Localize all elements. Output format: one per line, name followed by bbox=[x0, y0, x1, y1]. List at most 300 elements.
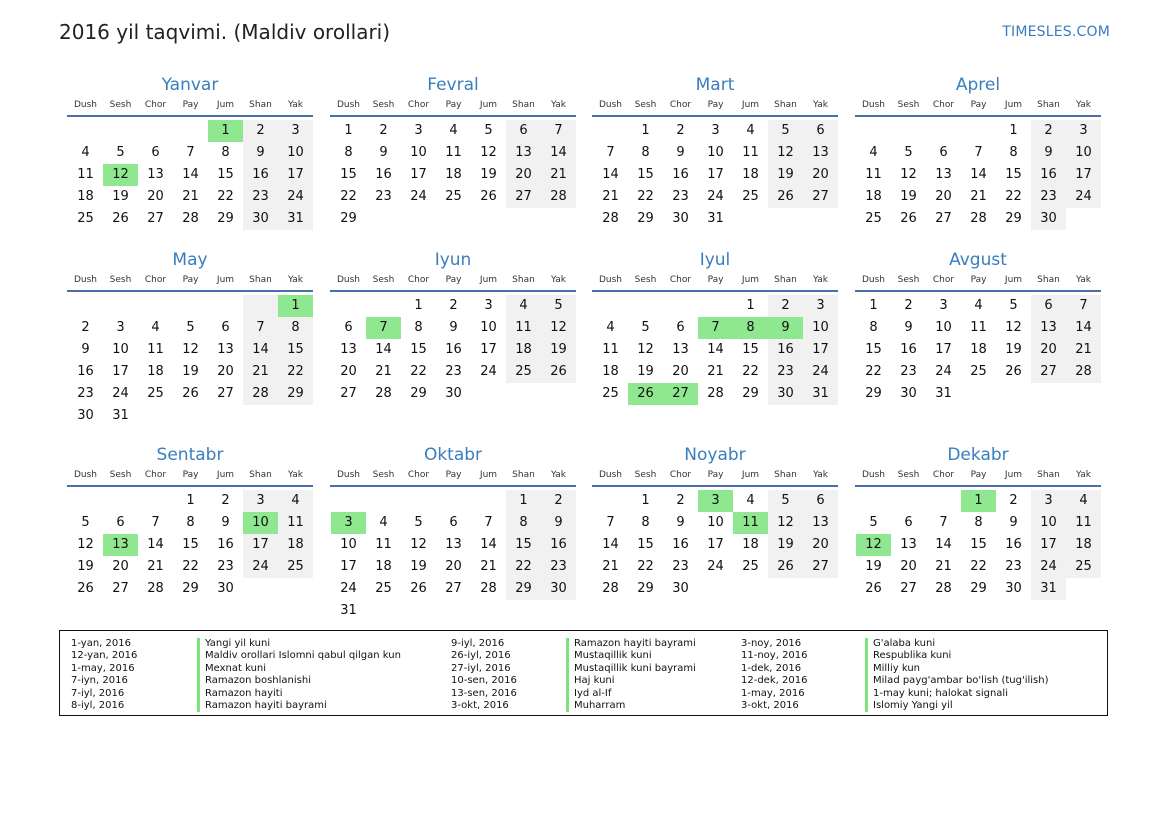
empty-cell bbox=[138, 295, 173, 317]
day-cell: 9 bbox=[1031, 142, 1066, 164]
weekday-header bbox=[593, 467, 838, 483]
weekday-label: Jum bbox=[741, 100, 760, 110]
day-cell: 2 bbox=[81, 320, 90, 335]
weekday-label: Dush bbox=[73, 100, 98, 110]
empty-cell bbox=[173, 295, 208, 317]
day-cell: 3 bbox=[803, 295, 838, 317]
day-grid bbox=[331, 120, 576, 230]
day-cell: 27 bbox=[900, 581, 917, 596]
day-cell: 6 bbox=[506, 120, 541, 142]
day-cell: 25 bbox=[506, 361, 541, 383]
header-rule bbox=[67, 115, 313, 117]
weekday-label: Jum bbox=[479, 100, 498, 110]
day-cell: 30 bbox=[672, 211, 689, 226]
day-cell: 30 bbox=[243, 208, 278, 230]
empty-cell bbox=[401, 490, 436, 512]
day-cell: 16 bbox=[768, 339, 803, 361]
day-cell: 17 bbox=[803, 339, 838, 361]
holiday-day-cell: 12 bbox=[103, 164, 138, 186]
day-cell: 24 bbox=[243, 556, 278, 578]
legend-names-col-3 bbox=[865, 638, 1049, 712]
day-cell: 5 bbox=[768, 490, 803, 512]
weekday-label: Pay bbox=[182, 100, 199, 110]
weekday-label: Chor bbox=[932, 470, 955, 480]
weekday-label: Shan bbox=[512, 100, 535, 110]
day-cell: 7 bbox=[243, 317, 278, 339]
weekday-label: Pay bbox=[707, 470, 724, 480]
day-cell: 25 bbox=[602, 386, 619, 401]
day-cell: 15 bbox=[340, 167, 357, 182]
holiday-legend bbox=[59, 630, 1108, 716]
day-cell: 24 bbox=[278, 186, 313, 208]
day-cell: 1 bbox=[1009, 123, 1018, 138]
day-cell: 9 bbox=[541, 512, 576, 534]
legend-names-col-1 bbox=[197, 638, 401, 712]
day-cell: 4 bbox=[278, 490, 313, 512]
legend-holiday-name: Ramazon boshlanishi bbox=[197, 675, 401, 687]
legend-holiday-name: Haj kuni bbox=[566, 675, 696, 687]
day-cell: 20 bbox=[112, 559, 129, 574]
empty-cell bbox=[138, 490, 173, 512]
day-cell: 21 bbox=[243, 361, 278, 383]
day-cell: 30 bbox=[217, 581, 234, 596]
legend-holiday-name: Milliy kun bbox=[865, 663, 1049, 675]
day-cell: 12 bbox=[480, 145, 497, 160]
weekday-label: Jum bbox=[216, 470, 235, 480]
day-cell: 31 bbox=[935, 386, 952, 401]
day-cell: 17 bbox=[1066, 164, 1101, 186]
weekday-label: Jum bbox=[741, 275, 760, 285]
month-sentabr bbox=[67, 445, 313, 600]
day-cell: 6 bbox=[939, 145, 948, 160]
brand-link[interactable]: TIMESLES.COM bbox=[1002, 24, 1110, 40]
day-cell: 31 bbox=[278, 208, 313, 230]
header-rule bbox=[330, 115, 576, 117]
legend-holiday-name: Mustaqillik kuni bayrami bbox=[566, 663, 696, 675]
legend-holiday-name: Yangi yil kuni bbox=[197, 638, 401, 650]
day-cell: 22 bbox=[637, 189, 654, 204]
weekday-header bbox=[856, 467, 1101, 483]
weekday-label: Shan bbox=[512, 275, 535, 285]
day-grid bbox=[68, 490, 313, 600]
holiday-day-cell: 1 bbox=[278, 295, 313, 317]
empty-cell bbox=[471, 490, 506, 512]
day-cell: 3 bbox=[116, 320, 125, 335]
day-cell: 5 bbox=[1009, 298, 1018, 313]
day-cell: 20 bbox=[900, 559, 917, 574]
month-may bbox=[67, 250, 313, 427]
weekday-label: Sesh bbox=[109, 470, 132, 480]
day-cell: 13 bbox=[935, 167, 952, 182]
weekday-label: Pay bbox=[970, 100, 987, 110]
weekday-label: Shan bbox=[774, 275, 797, 285]
day-cell: 14 bbox=[970, 167, 987, 182]
day-cell: 10 bbox=[1031, 512, 1066, 534]
empty-cell bbox=[331, 295, 366, 317]
weekday-label: Chor bbox=[144, 100, 167, 110]
day-cell: 22 bbox=[865, 364, 882, 379]
day-cell: 15 bbox=[506, 534, 541, 556]
holiday-day-cell: 7 bbox=[698, 317, 733, 339]
day-cell: 25 bbox=[1066, 556, 1101, 578]
day-cell: 30 bbox=[768, 383, 803, 405]
day-cell: 19 bbox=[410, 559, 427, 574]
day-cell: 5 bbox=[768, 120, 803, 142]
day-cell: 12 bbox=[410, 537, 427, 552]
day-cell: 28 bbox=[480, 581, 497, 596]
weekday-label: Shan bbox=[774, 470, 797, 480]
day-cell: 12 bbox=[768, 142, 803, 164]
day-cell: 19 bbox=[900, 189, 917, 204]
day-cell: 28 bbox=[243, 383, 278, 405]
day-cell: 8 bbox=[641, 515, 650, 530]
month-oktabr bbox=[330, 445, 576, 622]
weekday-header bbox=[331, 97, 576, 113]
day-cell: 31 bbox=[803, 383, 838, 405]
empty-cell bbox=[856, 120, 891, 142]
day-cell: 3 bbox=[1066, 120, 1101, 142]
weekday-label: Pay bbox=[970, 470, 987, 480]
day-cell: 20 bbox=[217, 364, 234, 379]
day-cell: 3 bbox=[1031, 490, 1066, 512]
day-cell: 15 bbox=[637, 167, 654, 182]
month-name: Yanvar bbox=[161, 75, 219, 95]
day-cell: 24 bbox=[340, 581, 357, 596]
day-cell: 21 bbox=[970, 189, 987, 204]
empty-cell bbox=[366, 295, 401, 317]
day-cell: 19 bbox=[1005, 342, 1022, 357]
day-cell: 7 bbox=[186, 145, 195, 160]
day-cell: 27 bbox=[803, 186, 838, 208]
legend-date: 7-iyn, 2016 bbox=[71, 675, 128, 687]
weekday-label: Pay bbox=[707, 275, 724, 285]
day-cell: 19 bbox=[768, 534, 803, 556]
day-cell: 8 bbox=[869, 320, 878, 335]
day-cell: 18 bbox=[445, 167, 462, 182]
weekday-label: Dush bbox=[861, 100, 886, 110]
day-cell: 23 bbox=[768, 361, 803, 383]
day-cell: 1 bbox=[506, 490, 541, 512]
day-cell: 14 bbox=[480, 537, 497, 552]
weekday-label: Chor bbox=[144, 275, 167, 285]
day-cell: 25 bbox=[970, 364, 987, 379]
month-name: Iyul bbox=[699, 250, 731, 270]
day-cell: 6 bbox=[449, 515, 458, 530]
day-cell: 27 bbox=[803, 556, 838, 578]
day-cell: 21 bbox=[541, 164, 576, 186]
day-grid bbox=[68, 120, 313, 230]
day-cell: 27 bbox=[1031, 361, 1066, 383]
weekday-label: Shan bbox=[1037, 275, 1060, 285]
legend-date: 10-sen, 2016 bbox=[451, 675, 517, 687]
empty-cell bbox=[103, 295, 138, 317]
month-iyun bbox=[330, 250, 576, 405]
day-cell: 11 bbox=[375, 537, 392, 552]
day-cell: 2 bbox=[904, 298, 913, 313]
page-title: 2016 yil taqvimi. (Maldiv orollari) bbox=[59, 20, 391, 44]
empty-cell bbox=[243, 295, 278, 317]
header-rule bbox=[855, 290, 1101, 292]
day-cell: 16 bbox=[1031, 164, 1066, 186]
day-cell: 9 bbox=[221, 515, 230, 530]
day-cell: 1 bbox=[641, 123, 650, 138]
day-cell: 17 bbox=[278, 164, 313, 186]
day-cell: 30 bbox=[77, 408, 94, 423]
day-cell: 19 bbox=[77, 559, 94, 574]
day-cell: 10 bbox=[707, 515, 724, 530]
month-dekabr bbox=[855, 445, 1101, 600]
day-cell: 11 bbox=[865, 167, 882, 182]
day-cell: 9 bbox=[81, 342, 90, 357]
day-cell: 6 bbox=[1031, 295, 1066, 317]
day-cell: 7 bbox=[939, 515, 948, 530]
day-cell: 6 bbox=[221, 320, 230, 335]
day-cell: 12 bbox=[637, 342, 654, 357]
day-cell: 12 bbox=[77, 537, 94, 552]
weekday-label: Dush bbox=[73, 275, 98, 285]
weekday-label: Dush bbox=[73, 470, 98, 480]
day-cell: 10 bbox=[707, 145, 724, 160]
day-cell: 29 bbox=[340, 211, 357, 226]
weekday-label: Yak bbox=[551, 470, 566, 480]
weekday-label: Sesh bbox=[897, 275, 920, 285]
day-cell: 12 bbox=[541, 317, 576, 339]
day-cell: 13 bbox=[803, 142, 838, 164]
legend-date: 1-may, 2016 bbox=[71, 662, 135, 674]
day-cell: 6 bbox=[904, 515, 913, 530]
day-cell: 8 bbox=[278, 317, 313, 339]
day-cell: 13 bbox=[672, 342, 689, 357]
day-cell: 23 bbox=[672, 559, 689, 574]
day-cell: 17 bbox=[410, 167, 427, 182]
day-cell: 16 bbox=[375, 167, 392, 182]
day-grid bbox=[331, 490, 576, 622]
day-cell: 6 bbox=[116, 515, 125, 530]
weekday-label: Jum bbox=[216, 100, 235, 110]
day-cell: 10 bbox=[935, 320, 952, 335]
day-cell: 24 bbox=[480, 364, 497, 379]
day-cell: 2 bbox=[676, 493, 685, 508]
month-name: Sentabr bbox=[156, 445, 224, 465]
weekday-label: Yak bbox=[813, 470, 828, 480]
day-cell: 21 bbox=[147, 559, 164, 574]
month-name: Noyabr bbox=[684, 445, 746, 465]
day-cell: 23 bbox=[672, 189, 689, 204]
day-cell: 29 bbox=[506, 578, 541, 600]
day-cell: 13 bbox=[340, 342, 357, 357]
weekday-label: Chor bbox=[407, 275, 430, 285]
day-cell: 27 bbox=[935, 211, 952, 226]
day-cell: 30 bbox=[445, 386, 462, 401]
empty-cell bbox=[103, 120, 138, 142]
weekday-label: Shan bbox=[249, 275, 272, 285]
header-rule bbox=[67, 485, 313, 487]
day-cell: 18 bbox=[278, 534, 313, 556]
day-cell: 21 bbox=[707, 364, 724, 379]
day-cell: 25 bbox=[742, 559, 759, 574]
day-cell: 2 bbox=[221, 493, 230, 508]
day-cell: 27 bbox=[445, 581, 462, 596]
day-cell: 15 bbox=[970, 537, 987, 552]
day-cell: 22 bbox=[410, 364, 427, 379]
empty-cell bbox=[138, 120, 173, 142]
legend-date: 13-sen, 2016 bbox=[451, 687, 517, 699]
day-cell: 1 bbox=[641, 493, 650, 508]
day-cell: 27 bbox=[506, 186, 541, 208]
day-cell: 14 bbox=[182, 167, 199, 182]
day-cell: 28 bbox=[935, 581, 952, 596]
day-cell: 14 bbox=[147, 537, 164, 552]
day-cell: 29 bbox=[637, 211, 654, 226]
weekday-label: Chor bbox=[669, 275, 692, 285]
day-cell: 1 bbox=[186, 493, 195, 508]
day-cell: 5 bbox=[116, 145, 125, 160]
day-cell: 29 bbox=[217, 211, 234, 226]
day-cell: 14 bbox=[935, 537, 952, 552]
day-cell: 21 bbox=[935, 559, 952, 574]
month-noyabr bbox=[592, 445, 838, 600]
day-cell: 10 bbox=[112, 342, 129, 357]
legend-holiday-name: Ramazon hayiti bayrami bbox=[197, 700, 401, 712]
day-cell: 22 bbox=[637, 559, 654, 574]
day-cell: 21 bbox=[375, 364, 392, 379]
day-cell: 24 bbox=[1031, 556, 1066, 578]
day-grid bbox=[593, 490, 838, 600]
day-cell: 29 bbox=[182, 581, 199, 596]
weekday-label: Sesh bbox=[372, 100, 395, 110]
day-cell: 9 bbox=[243, 142, 278, 164]
day-cell: 29 bbox=[637, 581, 654, 596]
day-cell: 22 bbox=[340, 189, 357, 204]
day-cell: 2 bbox=[676, 123, 685, 138]
day-cell: 7 bbox=[484, 515, 493, 530]
day-cell: 3 bbox=[243, 490, 278, 512]
legend-date: 1-may, 2016 bbox=[741, 687, 805, 699]
legend-holiday-name: Respublika kuni bbox=[865, 650, 1049, 662]
empty-cell bbox=[593, 490, 628, 512]
day-cell: 23 bbox=[900, 364, 917, 379]
day-cell: 23 bbox=[217, 559, 234, 574]
weekday-label: Jum bbox=[1004, 275, 1023, 285]
weekday-label: Dush bbox=[861, 470, 886, 480]
day-cell: 11 bbox=[602, 342, 619, 357]
legend-holiday-name: Mexnat kuni bbox=[197, 663, 401, 675]
weekday-label: Yak bbox=[288, 100, 303, 110]
weekday-label: Jum bbox=[479, 470, 498, 480]
weekday-label: Pay bbox=[445, 100, 462, 110]
legend-date: 1-yan, 2016 bbox=[71, 638, 131, 649]
day-cell: 10 bbox=[278, 142, 313, 164]
day-cell: 28 bbox=[970, 211, 987, 226]
weekday-label: Sesh bbox=[634, 470, 657, 480]
day-cell: 20 bbox=[803, 164, 838, 186]
day-cell: 28 bbox=[182, 211, 199, 226]
weekday-label: Shan bbox=[249, 100, 272, 110]
empty-cell bbox=[173, 120, 208, 142]
day-cell: 20 bbox=[147, 189, 164, 204]
weekday-label: Pay bbox=[445, 275, 462, 285]
day-cell: 26 bbox=[768, 186, 803, 208]
day-cell: 3 bbox=[939, 298, 948, 313]
day-cell: 28 bbox=[375, 386, 392, 401]
day-cell: 24 bbox=[112, 386, 129, 401]
day-cell: 16 bbox=[1005, 537, 1022, 552]
weekday-label: Sesh bbox=[897, 100, 920, 110]
day-cell: 25 bbox=[278, 556, 313, 578]
weekday-label: Yak bbox=[813, 275, 828, 285]
day-cell: 26 bbox=[900, 211, 917, 226]
day-cell: 5 bbox=[186, 320, 195, 335]
weekday-label: Shan bbox=[774, 100, 797, 110]
day-cell: 15 bbox=[637, 537, 654, 552]
holiday-day-cell: 1 bbox=[961, 490, 996, 512]
day-cell: 15 bbox=[742, 342, 759, 357]
day-cell: 26 bbox=[410, 581, 427, 596]
day-cell: 24 bbox=[410, 189, 427, 204]
day-cell: 9 bbox=[1009, 515, 1018, 530]
weekday-label: Sesh bbox=[372, 275, 395, 285]
day-cell: 7 bbox=[1066, 295, 1101, 317]
empty-cell bbox=[103, 490, 138, 512]
day-cell: 9 bbox=[904, 320, 913, 335]
day-cell: 17 bbox=[480, 342, 497, 357]
day-cell: 4 bbox=[506, 295, 541, 317]
day-cell: 15 bbox=[278, 339, 313, 361]
empty-cell bbox=[926, 120, 961, 142]
day-cell: 11 bbox=[445, 145, 462, 160]
day-cell: 24 bbox=[935, 364, 952, 379]
month-name: Fevral bbox=[427, 75, 479, 95]
day-cell: 30 bbox=[541, 578, 576, 600]
legend-date: 26-iyl, 2016 bbox=[451, 650, 511, 662]
day-cell: 22 bbox=[742, 364, 759, 379]
day-cell: 20 bbox=[803, 534, 838, 556]
legend-holiday-name: Mustaqillik kuni bbox=[566, 650, 696, 662]
empty-cell bbox=[68, 120, 103, 142]
empty-cell bbox=[68, 490, 103, 512]
day-cell: 19 bbox=[768, 164, 803, 186]
day-cell: 20 bbox=[340, 364, 357, 379]
day-cell: 19 bbox=[637, 364, 654, 379]
day-cell: 1 bbox=[869, 298, 878, 313]
day-cell: 26 bbox=[865, 581, 882, 596]
day-grid bbox=[593, 295, 838, 405]
day-cell: 28 bbox=[602, 211, 619, 226]
day-cell: 25 bbox=[742, 189, 759, 204]
month-mart bbox=[592, 75, 838, 230]
legend-date: 9-iyl, 2016 bbox=[451, 638, 505, 649]
legend-dates-col-1 bbox=[71, 638, 137, 712]
weekday-label: Shan bbox=[1037, 470, 1060, 480]
empty-cell bbox=[961, 120, 996, 142]
day-cell: 14 bbox=[1066, 317, 1101, 339]
day-cell: 5 bbox=[641, 320, 650, 335]
legend-date: 1-dek, 2016 bbox=[741, 662, 802, 674]
empty-cell bbox=[208, 295, 243, 317]
header-rule bbox=[67, 290, 313, 292]
day-cell: 15 bbox=[182, 537, 199, 552]
legend-date: 12-dek, 2016 bbox=[741, 675, 808, 687]
day-cell: 4 bbox=[746, 123, 755, 138]
day-cell: 24 bbox=[707, 559, 724, 574]
legend-dates-col-3 bbox=[741, 638, 808, 712]
day-cell: 4 bbox=[1066, 490, 1101, 512]
weekday-label: Jum bbox=[1004, 470, 1023, 480]
empty-cell bbox=[891, 120, 926, 142]
day-cell: 18 bbox=[742, 167, 759, 182]
month-name: Oktabr bbox=[423, 445, 483, 465]
day-cell: 8 bbox=[344, 145, 353, 160]
